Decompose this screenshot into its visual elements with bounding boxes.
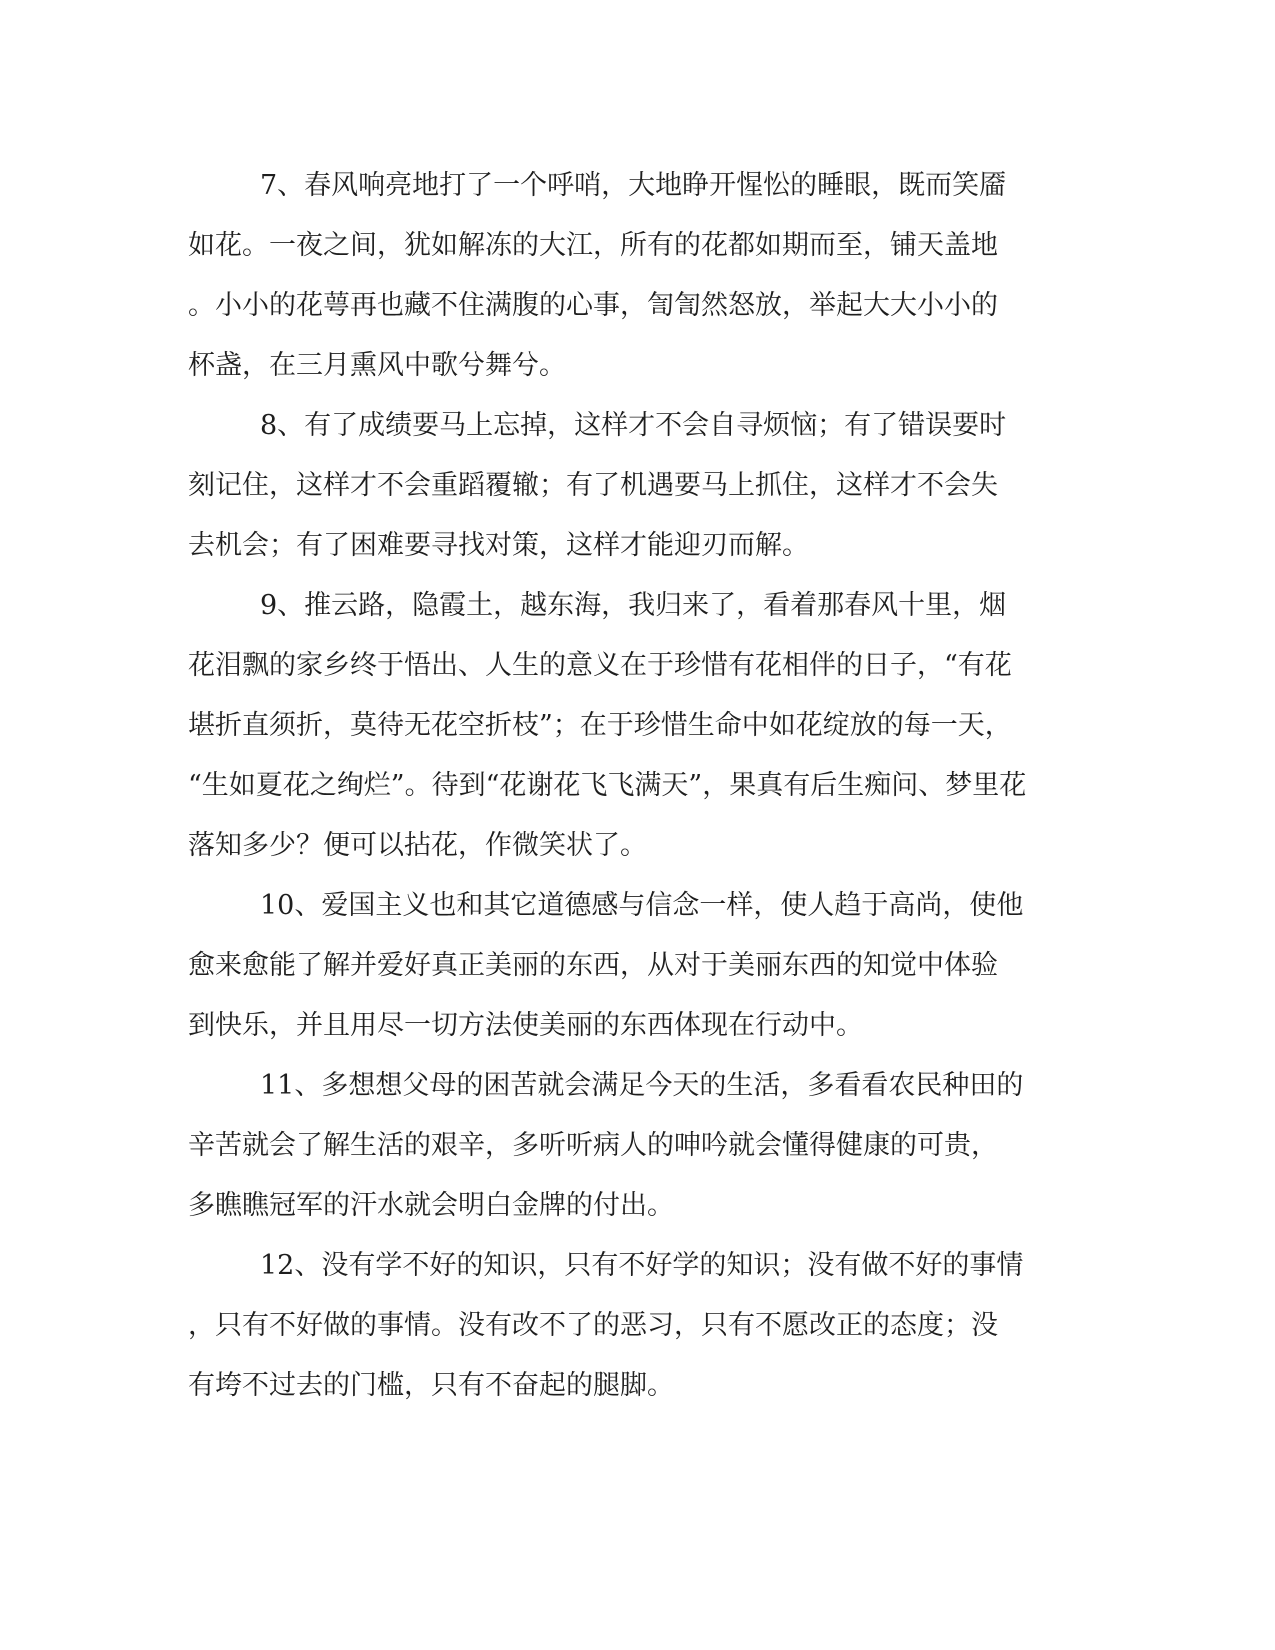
paragraph-12 <box>188 1236 1088 1416</box>
paragraph-7 <box>188 156 1088 396</box>
paragraph-line: 9、推云路，隐霞土，越东海，我归来了，看着那春风十里，烟 <box>260 590 1007 621</box>
paragraph-line: 辛苦就会了解生活的艰辛，多听听病人的呻吟就会懂得健康的可贵， <box>188 1130 998 1161</box>
paragraph-line: 愈来愈能了解并爱好真正美丽的东西，从对于美丽东西的知觉中体验 <box>188 950 998 981</box>
paragraph-10 <box>188 876 1088 1056</box>
paragraph-9 <box>188 576 1088 876</box>
paragraph-line: 到快乐，并且用尽一切方法使美丽的东西体现在行动中。 <box>188 1010 863 1041</box>
paragraph-line: 有垮不过去的门槛，只有不奋起的腿脚。 <box>188 1370 674 1401</box>
paragraph-8 <box>188 396 1088 576</box>
paragraph-line: 刻记住，这样才不会重蹈覆辙；有了机遇要马上抓住，这样才不会失 <box>188 470 998 501</box>
paragraph-line: 多瞧瞧冠军的汗水就会明白金牌的付出。 <box>188 1190 674 1221</box>
paragraph-line: 落知多少？便可以拈花，作微笑状了。 <box>188 830 647 861</box>
paragraph-line: 花泪飘的家乡终于悟出、人生的意义在于珍惜有花相伴的日子，“有花 <box>188 650 1012 681</box>
paragraph-line: 去机会；有了困难要寻找对策，这样才能迎刃而解。 <box>188 530 809 561</box>
paragraph-line: 11、多想想父母的困苦就会满足今天的生活，多看看农民种田的 <box>260 1070 1024 1101</box>
paragraph-line: 。小小的花萼再也藏不住满腹的心事，訇訇然怒放，举起大大小小的 <box>188 290 998 321</box>
paragraph-11 <box>188 1056 1088 1236</box>
paragraph-line: 8、有了成绩要马上忘掉，这样才不会自寻烦恼；有了错误要时 <box>260 410 1007 441</box>
paragraph-line: 堪折直须折，莫待无花空折枝”；在于珍惜生命中如花绽放的每一天， <box>188 710 1012 741</box>
paragraph-line: “生如夏花之绚烂”。待到“花谢花飞飞满天”，果真有后生痴问、梦里花 <box>188 770 1027 801</box>
paragraph-line: 10、爱国主义也和其它道德感与信念一样，使人趋于高尚，使他 <box>260 890 1024 921</box>
paragraph-line: ，只有不好做的事情。没有改不了的恶习，只有不愿改正的态度；没 <box>188 1310 998 1341</box>
paragraph-line: 7、春风响亮地打了一个呼哨，大地睁开惺忪的睡眼，既而笑靥 <box>260 170 1007 201</box>
paragraph-line: 12、没有学不好的知识，只有不好学的知识；没有做不好的事情 <box>260 1250 1024 1281</box>
paragraph-line: 如花。一夜之间，犹如解冻的大江，所有的花都如期而至，铺天盖地 <box>188 230 998 261</box>
paragraph-line: 杯盏，在三月熏风中歌兮舞兮。 <box>188 350 566 381</box>
